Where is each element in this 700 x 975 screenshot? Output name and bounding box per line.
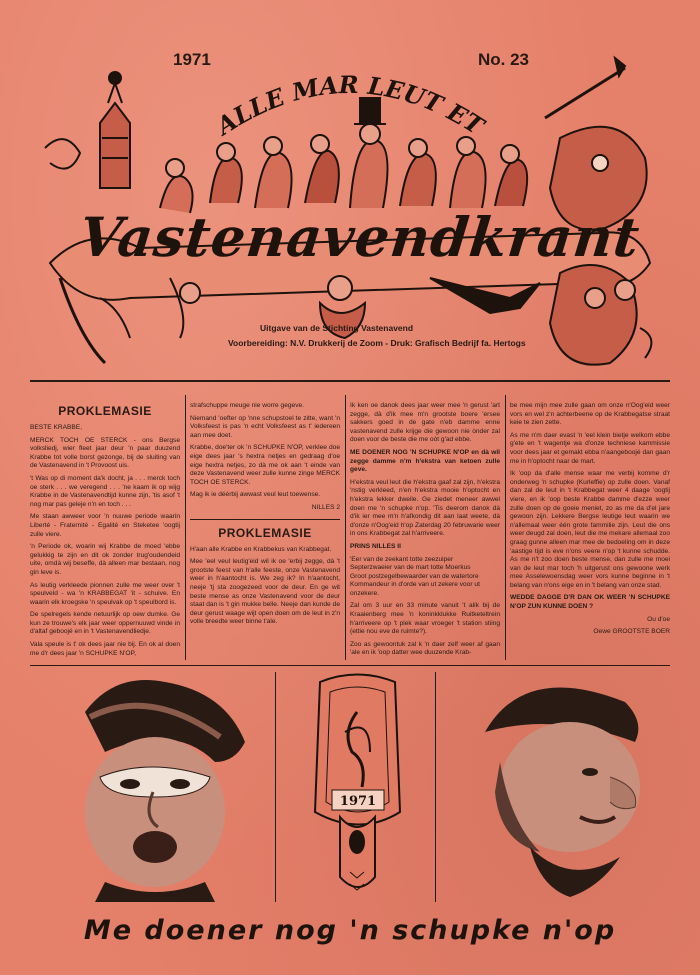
column-divider [505, 395, 506, 660]
col3-paragraph: ME DOENER NOG 'N SCHUPKE N'OP en dà wil zegge damme n'm h'ekstra van ketoen zulle geve. [350, 448, 500, 474]
col2-paragraph: Mag ik ie déérbij awwast veul leut toewense. [190, 491, 321, 499]
col4-signature: Oewe GROOTSTE BOER [593, 628, 670, 636]
col1-paragraph: As leutig verkleede pionnen zulle me weer over 't speulveld - wa 'n KRABBEGAT 'it - schuive. En waarin elk kroegske 'n speulvak op 't speulbord is. [30, 581, 180, 606]
col1-paragraph: Me staan awweer voor 'n nuuwe periode waarin Liberté - Fraternité - Egalité en Steketee 'oogtij zulle viere. [30, 513, 180, 538]
col4-paragraph: be mee mijn mee zulle gaan om onze n'Oog'eid weer vors en wel z'n achterbeene op de Krabbegatse straat keie te zien zette. [510, 402, 670, 427]
issue-number: No. 23 [478, 50, 530, 69]
printer-line: Voorbereiding: N.V. Drukkerij de Zoom - Druk: Grafisch Bedrijf fa. Hertogs [228, 338, 526, 348]
photo-divider-vertical [435, 672, 436, 902]
proclamation-heading-2: PROKLEMASIE [218, 525, 312, 540]
col2-paragraph: Niemand 'oefter op 'nne schupstoel te zitte, want 'n Volksfeest is pas 'n echt Volksfeest as t' iedereen aan mee doet. [190, 414, 340, 439]
col1-salutation: BESTE KRABBE, [30, 424, 83, 431]
col1-paragraph: 't Was op di moment da'k docht, ja . . . merck toch oe sterk . . . we veregend . . . 'ne kaam ik op wijg Krabbe in de Vastenavendtijd kunne zijn, 'tis asof 't nog mar pas geleje n'n en toch . . . [30, 474, 180, 508]
motto-text: ALLE MAR LEUT ET [211, 69, 489, 141]
col2-paragraph: strafschuppe meuge nie worre gegeve. [190, 402, 304, 409]
col2-paragraph: H'aan alle Krabbe en Krabbekus van Krabbegat. [190, 545, 332, 553]
col1-paragraph: Vala speule is t' ok dees jaar nie bij. En ok al doen me d'r dees jaar 'n SCHUPKE N'OP, [30, 641, 180, 657]
col1-paragraph: De spelregels kende netuurlijk op oew dumke. Ge kun ze trouwe's elk jaar weer oppernuuwd vinde in d'altaf geboojé en in 't Vastenavendliedje. [30, 611, 180, 636]
issue-year: 1971 [173, 50, 211, 69]
column-3 [350, 402, 500, 662]
newspaper-title: Vastenavendkrant [76, 205, 644, 269]
section-divider [190, 519, 340, 520]
col1-paragraph: 'n Periode ok, woarin wij Krabbe de moed 'ebbe gelukkig te zijn en dit ok zonder trug'oudendeid uite, omdà wij beseffe, dà alleen mar bestaan, nog gin leve is. [30, 543, 180, 576]
footer-slogan: Me doener nog 'n schupke n'op [83, 915, 617, 946]
col1-paragraph: MERCK TOCH OE STERCK - ons Bergse volksliedj, wier fleet jaar deur 'n paar duuzend Krabbe tot volle borst gezonge, bij de sluiting van de Vastenavend in 't Provoost uis. [30, 436, 180, 470]
masked-face-photo [45, 672, 265, 902]
col3-paragraph: Zoo as gewoontuk zal k 'n daer zelf weer af gaan 'ale en ik 'oop datter wee duuzende Krab- [350, 640, 500, 657]
col3-paragraph: Ik ken oe danok dees jaar weer mee 'n gerust 'art zegge, dà d'ik mee m'n grootste boere 'ersee sakkers goed in de gate n'eb damme enne vastenavend zulle krijge die gewoon nie ònder zal doen voor de beste die me oòt g'ad ebbe. [350, 402, 500, 444]
medallion-year: 1971 [339, 794, 377, 809]
proclamation-heading-1: PROKLEMASIE [58, 404, 152, 418]
photo-divider [30, 665, 670, 666]
col4-question: WEDDE DAGGE D'R DAN OK WEER 'N SCHUPKE N'OP ZUN KUNNE DOEN ? [510, 594, 670, 611]
col4-paragraph: As me n'm daer evast 'n 'eel klein bietje welkom ebbe g'ete en 't wagentje wa d'onze techniese kammissie voor dees jaar et gemakt ebba n'aangeboojé dan gaan me in h'optocht naar de mart. [510, 431, 670, 465]
col2-paragraph: Krabbe, doe'ter ok 'n SCHUPKE N'OP, verklee doe eige dees jaar 's hextra netjes en gedraag d'oe eige hextra netjes, zo dà me ok aan 't einde van deze Vastenavend weer zulle kunne zinge MERCK TOCH OE STERCK. [190, 444, 340, 486]
col2-paragraph: Mee 'eel veul leutig'eid wil ik oe 'erbij zegge, dà 't grootste feest van h'alle feeste, onze Vastenavend weer in h'aantocht is. We zeg ik? In h'aantocht, neeje 'tj sta zoogezeed voor de deur. En ge wit beste mense as onze Vastenavend voor de deur staat dan is 't gin mukke belle. Neeje dan kunde de deur gerust waage wijt open doen om de leut in z'n volle breedte weer binne t'ale. [190, 558, 340, 626]
column-divider [185, 395, 186, 660]
column-divider [345, 395, 346, 660]
man-with-cap-photo [470, 672, 655, 897]
vastenavend-medallion [300, 672, 415, 907]
col3-paragraph: Zal om 3 uur en 33 minute vanuit 't alik bij de Kraaienberg mee 'n koninkklukke Ruitketeltrein h'arriveere op 't plek waar vroeger 't station stiing (ettie nou eve de ruimte?). [350, 602, 500, 636]
col3-paragraph: H'ekstra veul leut die h'ekstra gaaf zal zijn, h'ekstra 'nstig verkleed, n'en h'ekstra mooie h'optocht en h'ekstra lekker dweile. Ge ziedet meneer awwel doen me 'n schupke n'op. 'Tis deerom danok dà d'ik ier mee m'n h'afkondig dit aan laat weete, dà d'onze n'Oog'eid h'op Zaterdag 20 februwarie weer in ons Krabbegat zal h'arriveere. [350, 478, 500, 538]
col2-signature: NILLES 2 [311, 503, 340, 511]
masthead-divider [30, 380, 670, 382]
photo-divider-vertical [275, 672, 276, 902]
col4-paragraph: Ik 'oop da d'alle mense waar me verbij komme d'r onderweg 'n schupke (Kurleffie) op zulle doen. Vanaf dan zal de leut in 't Krabbegat weer 4 daage 'oogtij viere, en ik 'oop beste Krabbe damme d'ezze weer zulle doen op de goeie meniet, zo as me da d'el jare gewoon zijn. Lekkere Bergse leutige leut waarin we n'allemaal weer één grote fammilie zijn. Leut die ons weer deugd zal doen, leut die me mekare allemaal zoo graag gunne alleen mar mee de bedoeling om in deze 'aastige tijd is eve n'ons veere n'op 't kunne schudde. As me n't zoo doen beste mense, dan zulle me moei van de leut mar toch 'h uitgerust ons gewoone werk mee Asselewoensdag weer vors kunne beginne in 't belang van n'ons eige en in 't belang van onze stad. [510, 470, 670, 589]
column-1 [30, 400, 180, 662]
prince-title: PRINS NILLES II [350, 542, 401, 550]
column-2 [190, 402, 340, 631]
motto-arc [210, 58, 490, 148]
col4-signoff: Ou d'oe [647, 615, 670, 623]
svg-text:ALLE MAR LEUT ET [210, 70, 490, 142]
column-4 [510, 402, 670, 641]
prince-titles: 'Eer van de zeekant totte zeezuiper Septerzwaeier van de mart totte Moerkus Groot postzegelbewaarder van de watertore Kommandeur in d'orde van ut zekere voor ut onzekere. [350, 555, 480, 597]
publisher-line: Uitgave van de Stichting Vastenavend [260, 323, 414, 333]
